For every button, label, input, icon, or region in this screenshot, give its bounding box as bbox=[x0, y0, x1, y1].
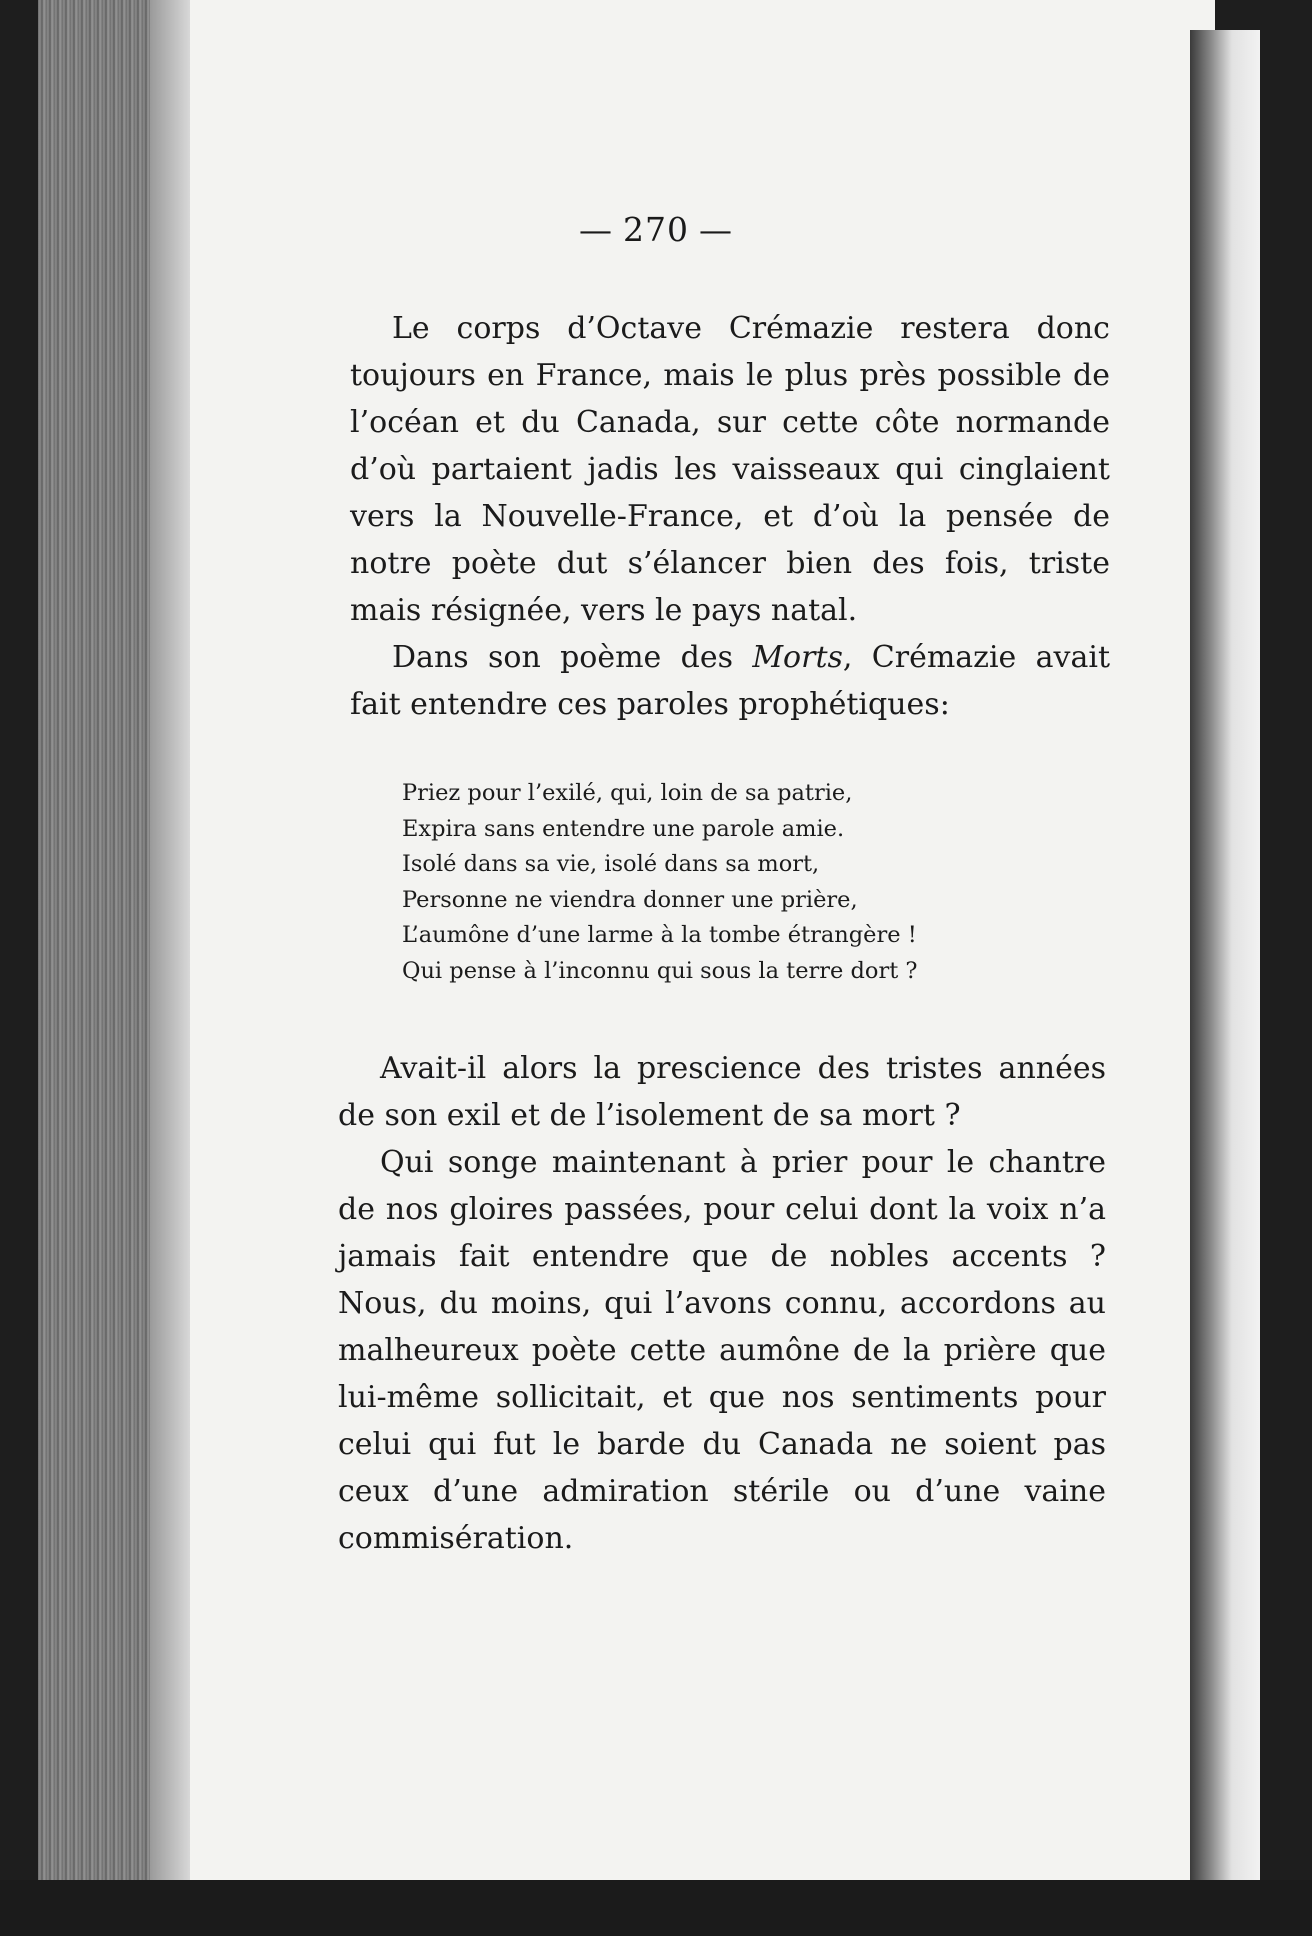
paragraph-3: Avait-il alors la prescience des tristes années de son exil et de l’isolement de sa mort ? bbox=[338, 1051, 1106, 1133]
poem-quote bbox=[402, 776, 1102, 989]
paragraph-4: Qui songe maintenant à prier pour le chantre de nos gloires passées, pour celui dont la voix n’a jamais fait entendre que de nobles accents ? Nous, du moins, qui l’avons connu, accordons au malheureux poète cette aumône de la prière que lui-même sollicitait, et que nos sentiments pour celui qui fut le barde du Canada ne soient pas ceux d’une admiration stérile ou d’une vaine commisération. bbox=[338, 1145, 1106, 1556]
gutter-shadow bbox=[150, 0, 190, 1890]
bottom-scan-band bbox=[0, 1880, 1312, 1936]
poem-title: Morts bbox=[752, 640, 843, 675]
right-page-edge bbox=[1190, 30, 1260, 1910]
page-number-dash-left: — bbox=[579, 210, 613, 249]
paragraph-2-before: Dans son poème des bbox=[392, 640, 753, 675]
paragraph-2-after: , Crémazie avait fait entendre ces paroles prophétiques: bbox=[350, 640, 1111, 722]
text-block-top bbox=[350, 305, 1110, 728]
poem-line: Isolé dans sa vie, isolé dans sa mort, bbox=[402, 851, 820, 877]
poem-line: L’aumône d’une larme à la tombe étrangère ! bbox=[402, 922, 917, 948]
poem-line: Expira sans entendre une parole amie. bbox=[402, 815, 845, 842]
paragraph-1: Le corps d’Octave Crémazie restera donc toujours en France, mais le plus près possible de l’océan et du Canada, sur cette côte normande d’où partaient jadis les vaisseaux qui cinglaient vers la Nouvelle-France, et d’où la pensée de notre poète dut s’élancer bien des fois, triste mais résignée, vers le pays natal. bbox=[350, 311, 1110, 628]
poem-line: Priez pour l’exilé, qui, loin de sa patrie, bbox=[402, 780, 853, 806]
page-number-value: 270 bbox=[623, 210, 689, 249]
page-number-dash-right: — bbox=[699, 210, 733, 249]
paragraph-2 bbox=[350, 634, 1110, 728]
poem-line: Personne ne viendra donner une prière, bbox=[402, 886, 858, 913]
page-number bbox=[0, 210, 1312, 249]
poem-line: Qui pense à l’inconnu qui sous la terre dort ? bbox=[402, 957, 918, 984]
text-block-bottom bbox=[338, 1045, 1106, 1562]
